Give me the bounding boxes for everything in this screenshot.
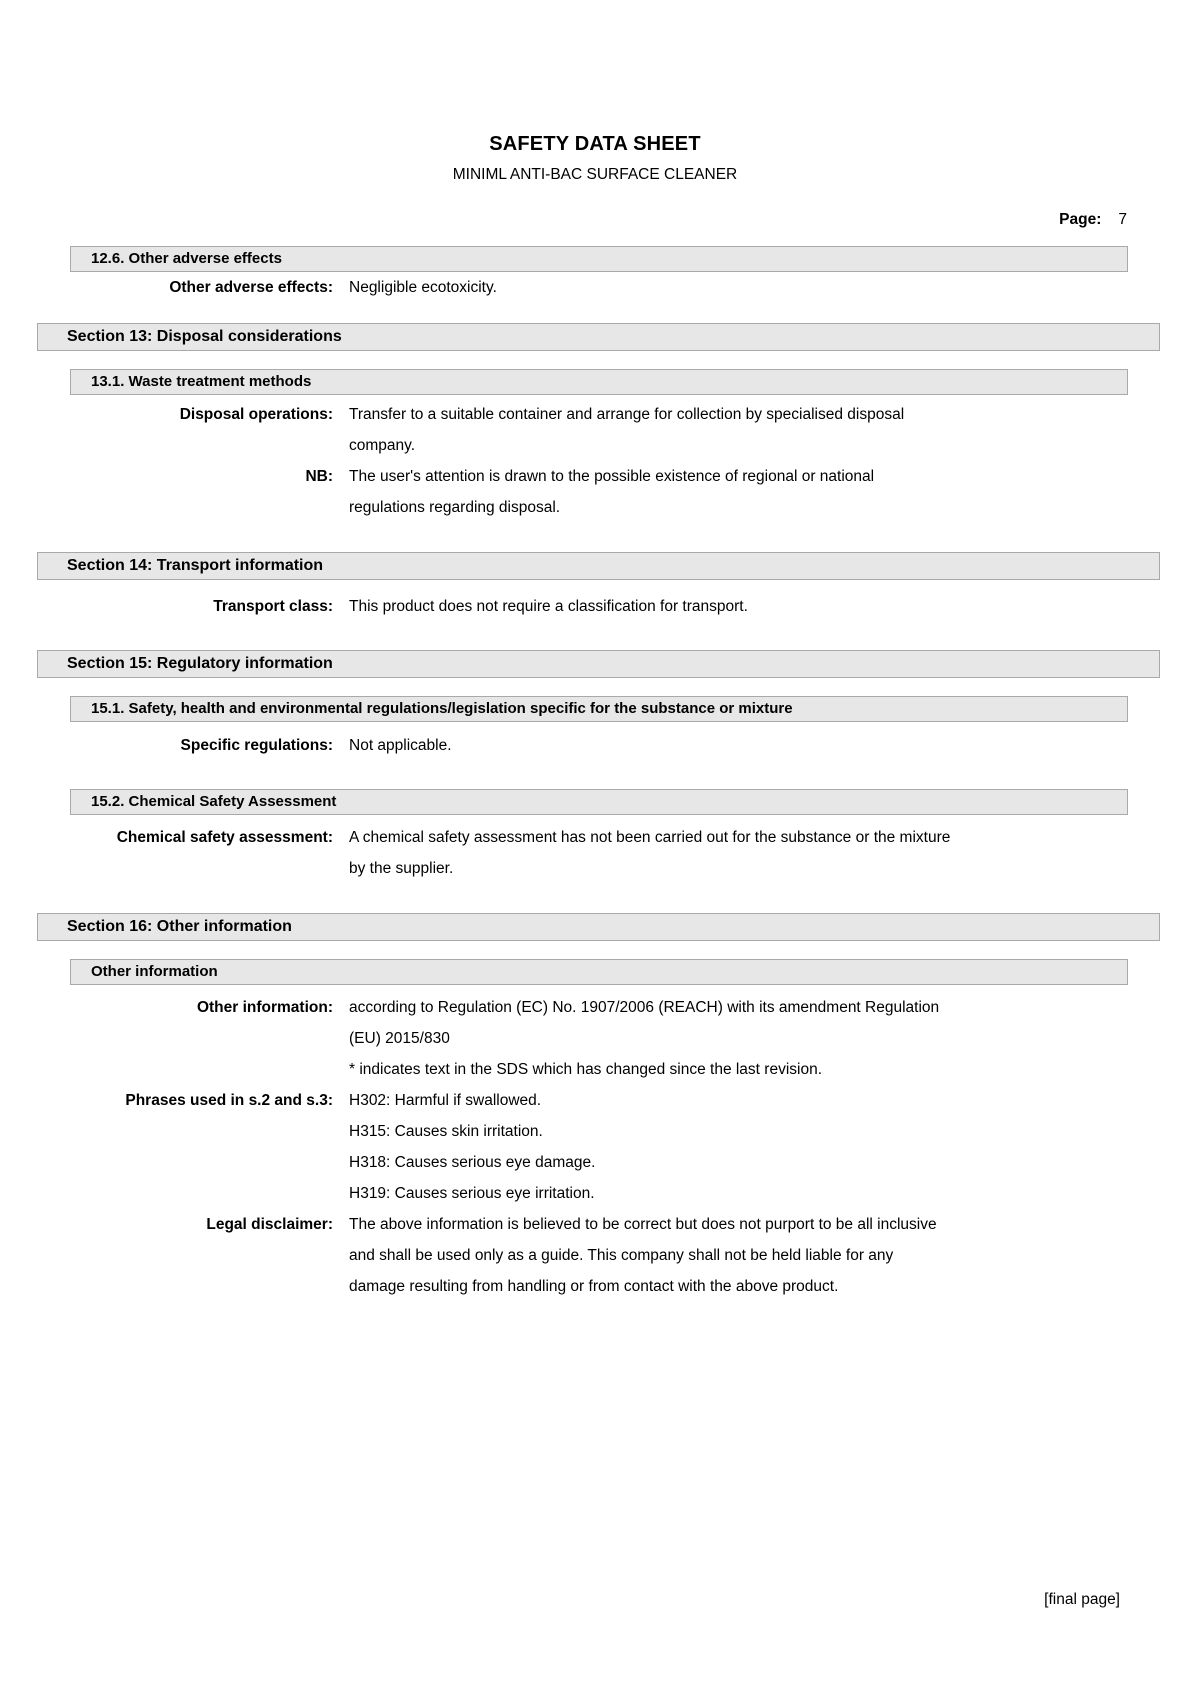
final-page-marker: [final page]	[1044, 1591, 1120, 1608]
field-value-line: H302: Harmful if swallowed.	[349, 1092, 542, 1109]
field-label: Disposal operations:	[179, 406, 333, 423]
page-number: 7	[1118, 211, 1127, 228]
field-value-line: H319: Causes serious eye irritation.	[349, 1185, 595, 1202]
field-value	[349, 1209, 937, 1302]
field-value-line: (EU) 2015/830	[349, 1030, 450, 1047]
field-row-nb	[0, 461, 1190, 523]
field-row-legal-disclaimer	[0, 1209, 1190, 1302]
field-value	[349, 992, 939, 1085]
field-value-line: Negligible ecotoxicity.	[349, 279, 497, 296]
subsection-header-15-1: 15.1. Safety, health and environmental regulations/legislation specific for the substance or mixture	[70, 696, 1128, 722]
subsection-header-15-2: 15.2. Chemical Safety Assessment	[70, 789, 1128, 815]
field-value	[349, 1085, 595, 1209]
field-label: Transport class:	[213, 598, 333, 615]
field-value	[349, 822, 950, 884]
field-value-line: and shall be used only as a guide. This company shall not be held liable for any	[349, 1247, 894, 1264]
subsection-header-13-1: 13.1. Waste treatment methods	[70, 369, 1128, 395]
field-value-line: regulations regarding disposal.	[349, 499, 561, 516]
field-value	[349, 461, 874, 523]
field-label: Chemical safety assessment:	[116, 829, 333, 846]
field-value-line: Transfer to a suitable container and arrange for collection by specialised disposal	[349, 406, 905, 423]
field-label: Phrases used in s.2 and s.3:	[125, 1092, 333, 1109]
page-label: Page:	[1059, 211, 1102, 228]
document-title: SAFETY DATA SHEET	[489, 133, 701, 155]
field-value-line: H318: Causes serious eye damage.	[349, 1154, 596, 1171]
field-value	[349, 272, 497, 303]
field-value	[349, 730, 452, 761]
field-value-line: This product does not require a classification for transport.	[349, 598, 748, 615]
field-label: Specific regulations:	[180, 737, 333, 754]
field-label: Other information:	[196, 999, 333, 1016]
field-value-line: company.	[349, 437, 416, 454]
field-value-line: Not applicable.	[349, 737, 452, 754]
field-row-other-information	[0, 992, 1190, 1085]
field-row-disposal-operations	[0, 399, 1190, 461]
field-value-line: The user's attention is drawn to the possible existence of regional or national	[349, 468, 875, 485]
section-header-14: Section 14: Transport information	[37, 552, 1160, 580]
field-value	[349, 591, 748, 622]
field-row-transport-class	[0, 591, 1190, 622]
field-label: Other adverse effects:	[169, 279, 333, 296]
field-value-line: The above information is believed to be correct but does not purport to be all inclusive	[349, 1216, 937, 1233]
subsection-header-other-information: Other information	[70, 959, 1128, 985]
section-header-15: Section 15: Regulatory information	[37, 650, 1160, 678]
section-header-16: Section 16: Other information	[37, 913, 1160, 941]
field-value-line: * indicates text in the SDS which has changed since the last revision.	[349, 1061, 823, 1078]
field-value-line: according to Regulation (EC) No. 1907/2006 (REACH) with its amendment Regulation	[349, 999, 940, 1016]
field-label: Legal disclaimer:	[206, 1216, 333, 1233]
field-value-line: damage resulting from handling or from contact with the above product.	[349, 1278, 839, 1295]
page-indicator	[1059, 211, 1127, 229]
product-name: MINIML ANTI-BAC SURFACE CLEANER	[452, 166, 738, 183]
field-row-chemical-safety-assessment	[0, 822, 1190, 884]
subsection-header-12-6: 12.6. Other adverse effects	[70, 246, 1128, 272]
field-value-line: A chemical safety assessment has not been carried out for the substance or the mixture	[349, 829, 951, 846]
field-row-other-adverse-effects	[0, 272, 1190, 303]
field-value-line: by the supplier.	[349, 860, 454, 877]
section-header-13: Section 13: Disposal considerations	[37, 323, 1160, 351]
field-row-phrases	[0, 1085, 1190, 1209]
field-value-line: H315: Causes skin irritation.	[349, 1123, 543, 1140]
field-row-specific-regulations	[0, 730, 1190, 761]
field-value	[349, 399, 904, 461]
field-label: NB:	[305, 468, 333, 485]
